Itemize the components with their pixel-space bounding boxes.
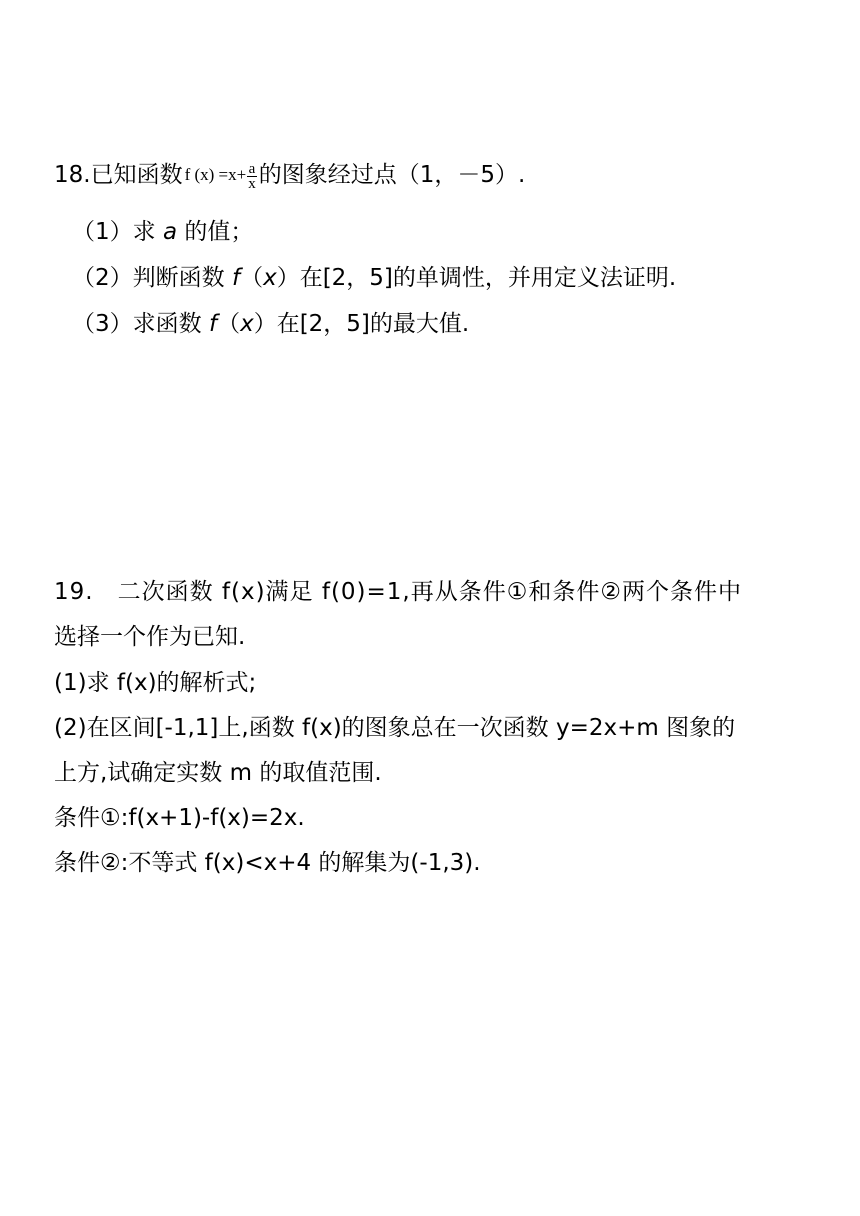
q18-part2-paren: （ <box>240 265 264 291</box>
q18-formula-numerator: a <box>248 160 256 177</box>
q18-formula-fraction <box>247 162 257 191</box>
q18-part3 <box>72 309 469 339</box>
q18-part2-prefix: （2）判断函数 <box>72 265 225 291</box>
q18-part1-suffix: 的值； <box>184 219 254 245</box>
q18-formula <box>185 160 257 191</box>
q18-intro-after: 的图象经过点（1，－5）. <box>258 162 526 188</box>
q19-part2-line2: 上方,试确定实数 m 的取值范围. <box>54 760 382 786</box>
q18-part3-prefix: （3）求函数 <box>72 311 202 337</box>
q18-part3-x: x <box>240 311 254 337</box>
q19-stem-line1: 19. 二次函数 f(x)满足 f(0)=1,再从条件①和条件②两个条件中 <box>54 579 742 605</box>
q19-condition2: 条件②:不等式 f(x)<x+4 的解集为(-1,3). <box>54 850 481 876</box>
q18-formula-lhs: f (x) =x+ <box>184 165 247 185</box>
q19-part2-line1: (2)在区间[-1,1]上,函数 f(x)的图象总在一次函数 y=2x+m 图象的 <box>54 715 736 741</box>
q18-part1 <box>72 217 253 247</box>
q18-part2-suffix: ）在[2，5]的单调性，并用定义法证明. <box>276 265 677 291</box>
q19-condition1: 条件①:f(x+1)-f(x)=2x. <box>54 805 305 831</box>
q18-part3-f: f <box>208 311 218 337</box>
q18-part3-suffix: ）在[2，5]的最大值. <box>253 311 470 337</box>
q18-formula-denominator: x <box>248 175 256 192</box>
q18-intro-before: 已知函数 <box>90 162 183 188</box>
q18-part1-variable: a <box>162 219 178 245</box>
q18-part3-paren: （ <box>217 311 241 337</box>
q18-part2 <box>72 263 676 293</box>
q18-part1-prefix: （1）求 <box>72 219 156 245</box>
q18-number: 18. <box>54 162 91 188</box>
q18-part2-f: f <box>231 265 241 291</box>
q18-part2-x: x <box>263 265 277 291</box>
q19-part1: (1)求 f(x)的解析式; <box>54 670 257 696</box>
q19-stem-line2: 选择一个作为已知. <box>54 624 246 650</box>
q18-stem <box>54 160 525 191</box>
